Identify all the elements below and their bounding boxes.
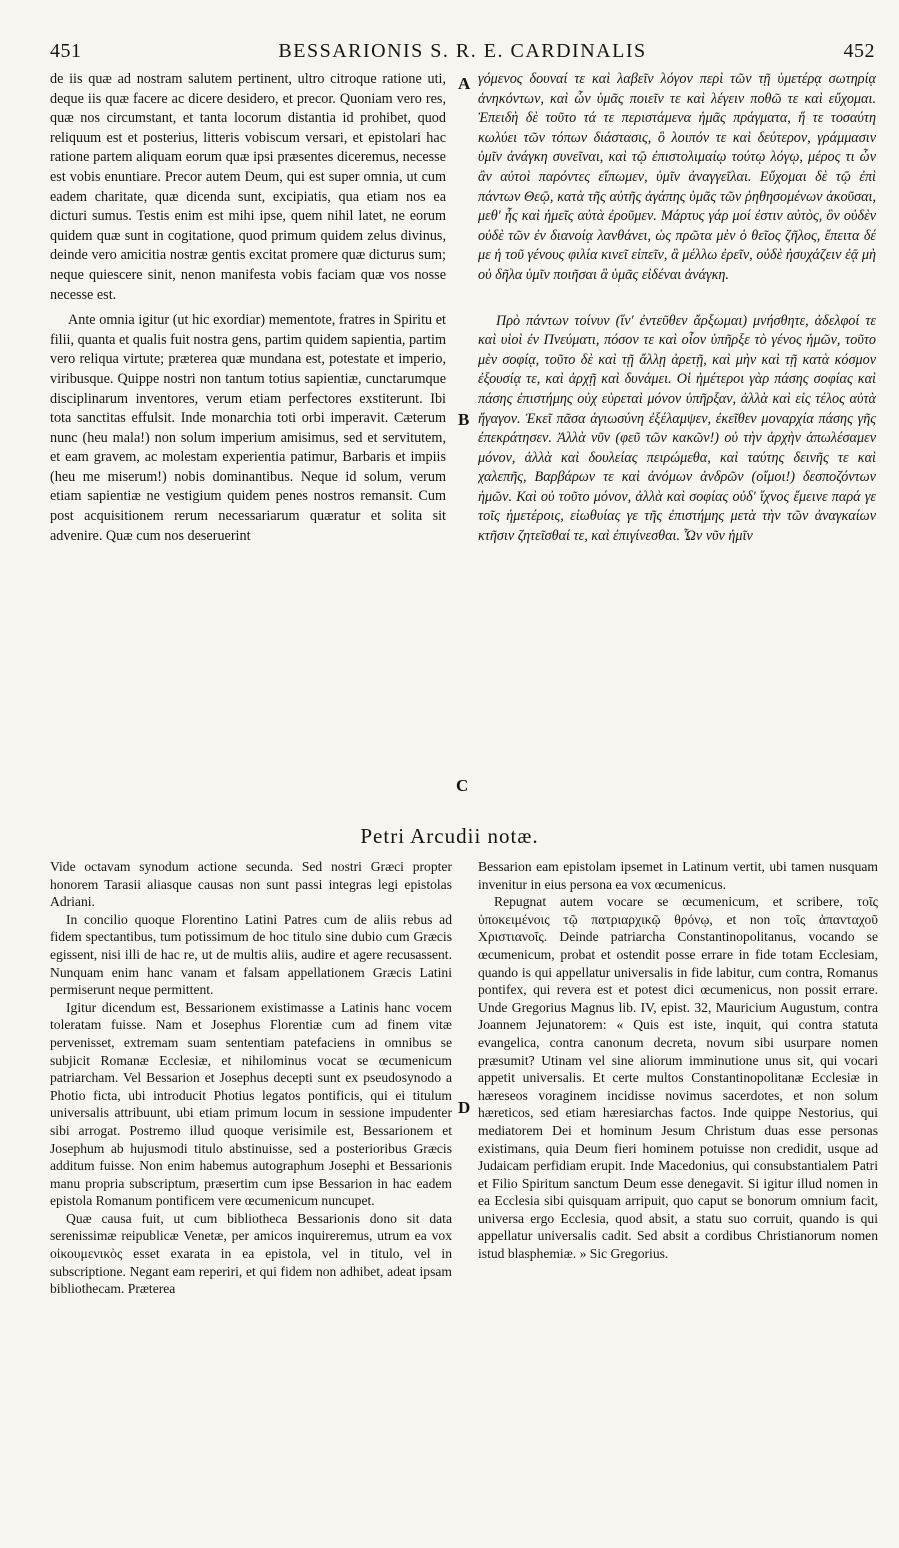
greek-paragraph-1: γόμενος δουναί τε καὶ λαβεῖν λόγον περὶ τῶν τῇ ὑμετέρᾳ σωτηρίᾳ ἀνηκόντων, καὶ ὧν ὑμᾶς ποιεῖν τε καὶ λέγειν ποθῶ τε καὶ εὔχομαι. Ἐπειδὴ δὲ τοῦτο τά τε περιστάμενα ἡμᾶς πράγματα, ἥ τε τοσαύτη κωλύει τῶν τόπων διάστασις, ὃ λοιπόν τε καὶ δεύτερον, γράμμασιν ὑμῖν ἀνάγκη συνεῖναι, καὶ τῷ ἐπιστολιμαίῳ τούτῳ λόγῳ, μέρος τι ὧν ἂν αὐτοὶ παρόντες εἴπωμεν, ὑμῖν ἀναγγεῖλαι. Εὔχομαι δὲ τῷ ἐπὶ πάντων Θεῷ, κατὰ τῆς αὐτῆς ἀγάπης ὑμᾶς τῶν ῥηθησομένων ἀκοῦσαι, μεθ' ἧς καὶ ἡμεῖς αὐτὰ ἐροῦμεν. Μάρτυς γάρ μοί ἐστιν αὐτὸς, ὃν οὐδὲν οὐδὲ τῶν ἐν διανοίᾳ λανθάνει, ὡς πρῶτα μὲν ὁ θεῖος ζῆλος, ἔπειτα δέ με ἡ τοῦ γένους φιλία κινεῖ εἰπεῖν, ἃ μέλλω ἐρεῖν, οὐδὲ ἡσυχάζειν ἐᾷ μὴ οὐ δῆλα ὑμῖν ποιῆσαι ἃ ὑμᾶς εἰδέναι ἀνάγκη. (478, 71, 876, 283)
page-number-right: 452 (843, 40, 875, 62)
latin-paragraph-2: Ante omnia igitur (ut hic exordiar) mementote, fratres in Spiritu et filii, quanta et qualis fuit nostra gens, partim quidem sapientia, partim vero reliqua virtute; præterea quæ mundana est, potestate et imperio, viribusque. Quippe nostri non tantum totius sapientiæ, cunctarumque disciplinarum inventores, verum etiam perfectores exstiterunt. Ibi tota sanctitas effulsit. Inde monarchia toti orbi imperavit. Cæterum nunc (heu mala!) non solum imperium amisimus, sed et servitutem, et eam gravem, ac molestam experientia patimur, Barbaris et impiis (heu me miserum!) nobis dominantibus. Neque id solum, verum etiam sapientiæ ne vestigium quidem penes nostros remansit. Cum post acquisitionem rerum necessariarum quæratur et solita sit advenire. Quæ cum nos deseruerint (50, 312, 446, 544)
latin-paragraph-1: de iis quæ ad nostram salutem pertinent, ultro citroque ratione uti, deque iis quæ facere ac dicere desidero, et precor. Quoniam vero res, quæ nos circumstant, et tanta locorum distantia id prohibet, quod reliquum est et posterius, litteris vobiscum versari, et epistolari hac ratione partem aliquam eorum quæ ipsi præsentes diceremus, necesse est vobis enuntiare. Precor autem Deum, qui est super omnia, ut cum eadem charitate, quæ dicenda sunt, excipiatis, qua etiam nos ea dicturi sumus. Testis enim est mihi ipse, quem nihil latet, ne eorum quidem quæ sunt in cogitatione, quod primum quidem zelus divinus, deinde vero amicitia nostræ gentis excitat promere quæ dicturus sum; neque quiescere sinit, nenon manifesta vobis faciam quæ vos nosse necesse est. (50, 71, 446, 303)
note-paragraph-3: Igitur dicendum est, Bessarionem existimasse a Latinis hanc vocem toleratam fuisse. Nam et Josephus Florentiæ cum ad finem vitæ pervenisset, extremam suam sententiam patefaciens in omnibus se subjicit Romanæ Ecclesiæ, et nihilominus vocat se œcumenicum patriarcham. Vel Bessarion et Josephus decepti sunt ex pseudosynodo a Photio ficta, ubi introducit Photius legatos pontificis, qui ei titulum universalis attribuunt, ubi etiam primum locum in sessione impudenter sibi arrogat. Postremo illud quoque verisimile est, Bessarionem et Josephum ab hujusmodi titulo abstinuisse, sed a posterioribus Græcis additum fuisse. Non enim habemus autographum Josephi et Bessarionis manu propria subscriptum, præsertim cum ipse Bessarion in hac eadem epistola Romanum pontificem vere œcumenicum nuncupet. (50, 999, 452, 1209)
page-number-left: 451 (50, 40, 82, 62)
notes-left-column (50, 858, 452, 1526)
notes-title: Petri Arcudii notæ. (360, 824, 539, 848)
margin-letter-c: C (456, 776, 469, 795)
running-header (50, 40, 875, 66)
note-paragraph-4: Quæ causa fuit, ut cum bibliotheca Bessarionis dono sit data serenissimæ reipublicæ Venetæ, per amicos inquireremus, utrum ea vox οἰκουμενικὸς esset exarata in ea epistola, vel in titulo, vel in subscriptione. Negant eam reperiri, et qui fidem non adhibet, adeat ipsam bibliothecam. Præterea (50, 1210, 452, 1297)
note-paragraph-1: Vide octavam synodum actione secunda. Sed nostri Græci propter honorem Tarasii aliasque causas non sunt passi integras legi epistolas Adriani. (50, 859, 452, 910)
running-title: BESSARIONIS S. R. E. CARDINALIS (278, 40, 647, 62)
note-paragraph-5: Bessarion eam epistolam ipsemet in Latinum vertit, ubi tamen nusquam invenitur in eius persona ea vox œcumenicus. (478, 859, 878, 892)
note-paragraph-6: Repugnat autem vocare se œcumenicum, et scribere, τοῖς ὑποκειμένοις τῷ πατριαρχικῷ θρόνῳ, et non τοῖς ἁπανταχοῦ Χριστιανοῖς. Deinde patriarcha Constantinopolitanus, vocando se œcumenicum, probat et ostendit posse errare in fide totam Ecclesiam, quando is qui appellatur universalis in fide labitur, cum contra, Romanus pontifex, qui revera est et potest dici œcumenicus, non possit errare. Unde Gregorius Magnus lib. IV, epist. 32, Mauricium Augustum, contra Joannem Jejunatorem: « Quis est iste, inquit, qui contra statuta evangelica, contra canonum decreta, novum sibi usurpare nomen præsumit? Utinam vel sine aliorum imminutione unus sit, qui vocari appetit universalis. Et certe multos Constantinopolitanæ Ecclesiæ in hæreseos voraginem incidisse novimus sacerdotes, et non solum hæreticos, sed etiam hæresiarchas factos. Inde quippe Nestorius, qui mediatorem Dei et hominum Jesum Christum duas esse personas existimans, quia Deum fieri hominem potuisse non credidit, usque ad Judaicam perfidiam erupit. Inde Macedonius, qui consubstantialem Patri et Filio Spiritum sanctum Deum esse denegavit. Si igitur illud nomen in ea Ecclesia sibi quisquam arripuit, quo caput se bonorum omnium facit, universa ergo Ecclesia, quod absit, a statu suo corruit, quando is qui appellatur universalis cadit. Sed absit a cordibus Christianorum nomen istud blasphemiæ. » Sic Gregorius. (478, 894, 878, 1262)
margin-letter-b: B (458, 410, 470, 429)
margin-letter-a: A (458, 74, 471, 93)
latin-column (50, 70, 446, 816)
greek-paragraph-2: Πρὸ πάντων τοίνυν (ἵν' ἐντεῦθεν ἄρξωμαι) μνήσθητε, ἀδελφοί τε καὶ υἱοὶ ἐν Πνεύματι, πόσον τε καὶ οἷον ὑπῆρξε τὸ γένος ἡμῶν, τοῦτο μὲν σοφίᾳ, τοῦτο δὲ καὶ τῇ ἄλλῃ ἀρετῇ, καὶ μὴν καὶ τῇ κατὰ κόσμον ἐξουσίᾳ τε, καὶ ἀρχῇ καὶ δυνάμει. Οἱ ἡμέτεροι γὰρ πάσης σοφίας καὶ πάσης ἐπιστήμης οὐχ εὑρεταὶ μόνον ὑπῆρξαν, ἀλλὰ καὶ εἰς τέλος αὐτὰ ἤγαγον. Ἐκεῖ πᾶσα ἁγιωσύνη ἐξέλαμψεν, ἐκεῖθεν μοναρχία πάσης γῆς ἐπεκράτησεν. Ἀλλὰ νῦν (φεῦ τῶν κακῶν!) οὐ τὴν ἀρχὴν ἀπωλέσαμεν μόνον, ἀλλὰ καὶ δουλείας πειρώμεθα, καὶ ταύτης δεινῆς τε καὶ χαλεπῆς, Βαρβάρων τε καὶ ἀνόμων ἀνδρῶν (οἴμοι!) δεσποζόντων ἡμῶν. Καὶ οὐ τοῦτο μόνον, ἀλλὰ καὶ σοφίας οὐδ' ἴχνος ἔμεινε παρά γε τοῖς ἡμετέροις, εἰωθυίας γε τῆς ἐπιστήμης μετὰ τὴν τῶν ἀναγκαίων κτῆσιν ζητεῖσθαί τε, καὶ ἐπιγίνεσθαι. Ὧν νῦν ἡμῖν (478, 312, 876, 545)
note-paragraph-2: In concilio quoque Florentino Latini Patres cum de aliis rebus ad fidem spectantibus, tum potissimum de hoc titulo sine dubio cum Græcis egissent, nisi illi de hac re, ut de multis aliis, audire et agere recusassent. Nunquam enim hanc vanam et falsam appellationem Græcis Latini permiserunt neque permittent. (50, 911, 452, 998)
margin-letter-d: D (458, 1098, 471, 1117)
notes-right-column (478, 858, 878, 1526)
greek-column (478, 70, 876, 816)
